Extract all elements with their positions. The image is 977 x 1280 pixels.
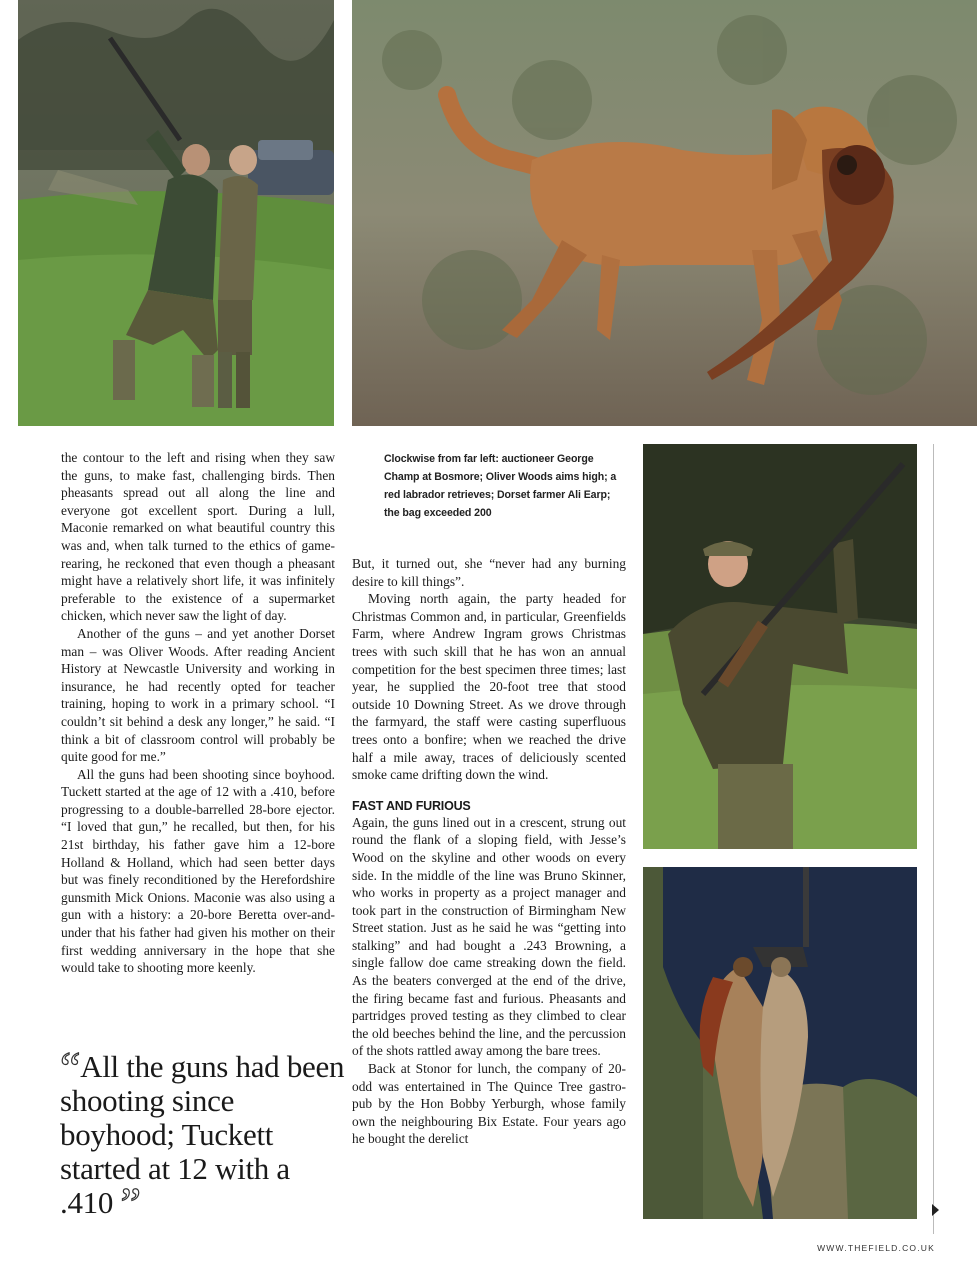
pull-quote-text: All the guns had been shooting since boyhood; Tuckett started at 12 with a .410 [60, 1049, 345, 1220]
col2-paragraph-4: Back at Stonor for lunch, the company of 20-odd was entertained in The Quince Tree gastro-pub by the Hon Bobby Yerburgh, whose family own the neighbouring Bix Estate. Four years ago he bought the derelict [352, 1061, 626, 1147]
shooters-photo-icon [18, 0, 334, 426]
photo-caption: Clockwise from far left: auctioneer George Champ at Bosmore; Oliver Woods aims high; a red labrador retrieves; Dorset farmer Ali Earp; the bag exceeded 200 [384, 453, 617, 519]
col1-paragraph-1: the contour to the left and rising when they saw the guns, to make fast, challenging birds. Then pheasants spread out all along the line and everyone got excellent sport. During a lull, Maconie remarked on what beautiful country this was and, when talk turned to the ethics of game-rearing, he reckoned that even though a pheasant might have a relatively short life, it was infinitely preferable to the existence of a supermarket chicken, which never saw the light of day. [61, 450, 335, 624]
pheasants-photo [643, 867, 917, 1219]
continue-arrow-icon [932, 1204, 939, 1216]
col2-paragraph-1: But, it turned out, she “never had any burning desire to kill things”. [352, 556, 626, 589]
column-1 [61, 449, 335, 977]
pull-quote [60, 1042, 345, 1229]
open-quote-mark: “ [60, 1042, 81, 1093]
col1-paragraph-3: All the guns had been shooting since boyhood. Tuckett started at the age of 12 with a .410, before progressing to a double-barrelled 28-bore ejector. “I loved that gun,” he recalled, but then, for his 21st birthday, his father gave him a 12-bore Holland & Holland, which had seen better days but was finely reconditioned by the Herefordshire gunsmith Mick Onions. Maconie was also using a gun with a history: a 20-bore Beretta over-and-under that his father had given his mother on their first wedding anniversary in the hope that she would take to shooting more keenly. [61, 766, 335, 976]
col2-paragraph-3: Again, the guns lined out in a crescent, strung out round the flank of a sloping field, with Jesse’s Wood on the skyline and other woods on every side. In the middle of the line was Bruno Skinner, who works in property as a project manager and took part in the construction of Birmingham New Street station. Just as he said he was “getting into stalking” and had bought a .243 Browning, a single fallow doe came streaking down the field. As the beaters converged at the end of the drive, the firing became fast and furious. Pheasants and partridges proved testing as they climbed to clear the old beeches behind the line, and the percussion of the shots rattled away among the bare trees. [352, 814, 626, 1059]
labrador-photo [352, 0, 977, 426]
footer-url: WWW.THEFIELD.CO.UK [817, 1243, 935, 1253]
shooters-photo [18, 0, 334, 426]
gun-photo-icon [643, 444, 917, 849]
col2-paragraph-2: Moving north again, the party headed for Christmas Common and, in particular, Greenfields Farm, where Andrew Ingram grows Christmas trees with such skill that he has won an annual competition for the best specimen three times; last year, he supplied the 20-foot tree that stood outside 10 Downing Street. As we drove through the farmyard, the staff were casting superfluous trees onto a bonfire; when we reached the drive half a mile away, traces of deliciously scented smoke came drifting down the wind. [352, 591, 626, 783]
gun-photo [643, 444, 917, 849]
column-2 [352, 555, 626, 1148]
labrador-photo-icon [352, 0, 977, 426]
page-edge-rule [933, 444, 934, 1234]
close-quote-mark: ” [120, 1178, 141, 1229]
pheasants-photo-icon [643, 867, 917, 1219]
col1-paragraph-2: Another of the guns – and yet another Dorset man – was Oliver Woods. After reading Ancient History at Newcastle University and working in insurance, he had recently opted for teacher training, hoping to work in a primary school. “I couldn’t sit behind a desk any longer,” he said. “I think a bit of classroom control will probably be quite good for me.” [61, 625, 335, 765]
section-heading: FAST AND FURIOUS [352, 798, 471, 813]
